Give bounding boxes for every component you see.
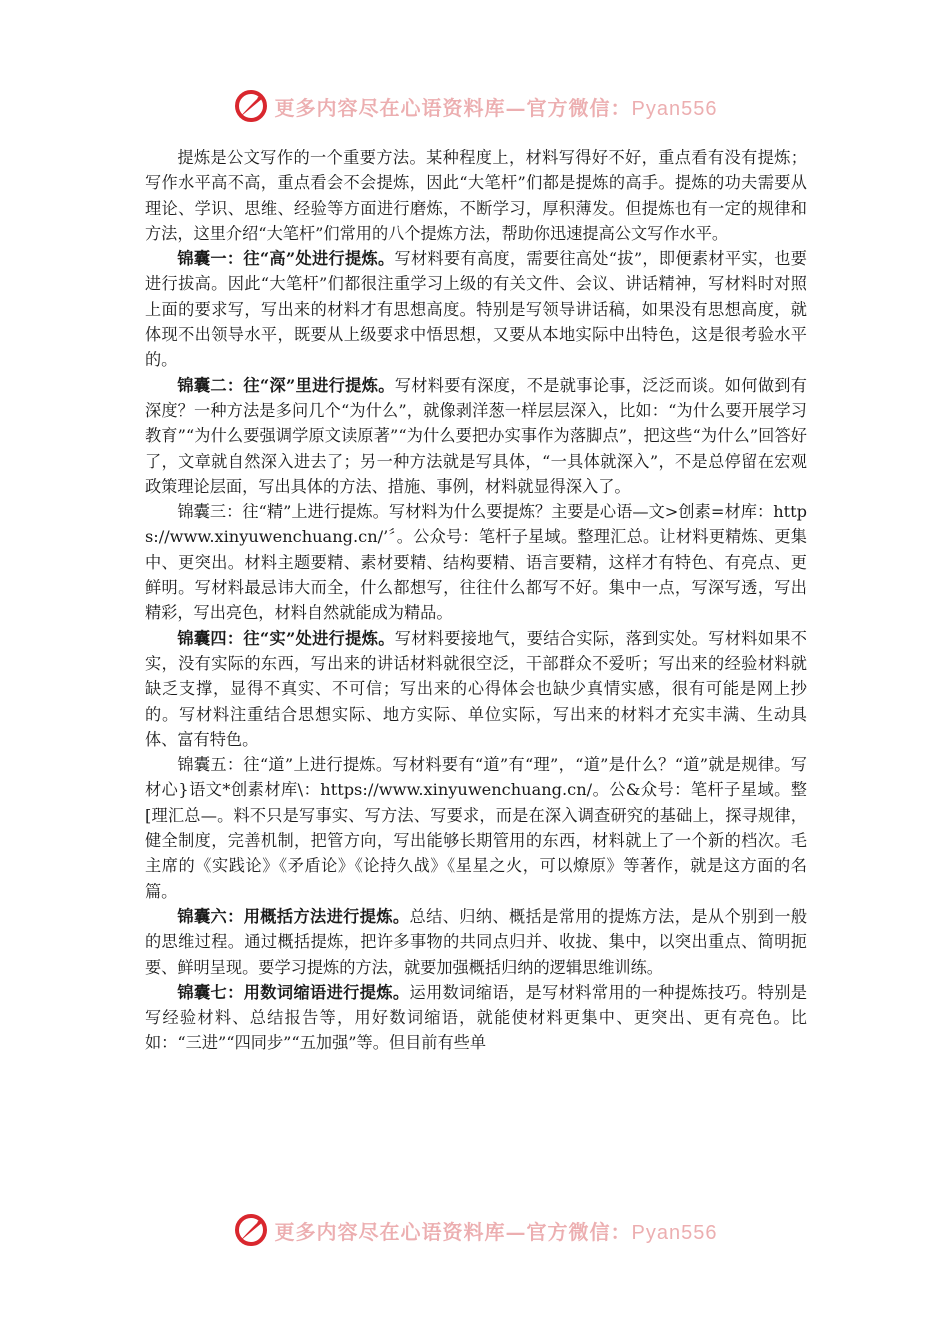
quill-logo-icon [233, 1212, 269, 1248]
banner-text [275, 1216, 718, 1245]
paragraph-tip-7: 锦囊七：用数词缩语进行提炼。运用数词缩语，是写材料常用的一种提炼技巧。特别是写经验材料、总结报告等，用好数词缩语，就能使材料更集中、更突出、更有亮色。比如：“三进”“四同步”“五加强”等。但目前有些单 [145, 982, 808, 1053]
paragraph-intro: 提炼是公文写作的一个重要方法。某种程度上，材料写得好不好，重点看有没有提炼；写作水平高不高，重点看会不会提炼，因此“大笔杆”们都是提炼的高手。提炼的功夫需要从理论、学识、思维、经验等方面进行磨炼，不断学习，厚积薄发。但提炼也有一定的规律和方法，这里介绍“大笔杆”们常用的八个提炼方法，帮助你迅速提高公文写作水平。 [145, 148, 807, 243]
tip-heading: 锦囊一：往“高”处进行提炼。 [177, 249, 395, 269]
header-banner [0, 84, 950, 128]
tip-heading: 锦囊四：往“实”处进行提炼。 [177, 628, 395, 648]
paragraph-tip-1: 锦囊一：往“高”处进行提炼。写材料要有高度，需要往高处“拔”，即便素材平实，也要进行拔高。因此“大笔杆”们都很注重学习上级的有关文件、会议、讲话精神，写材料时对照上面的要求写，写出来的材料才有思想高度。特别是写领导讲话稿，如果没有思想高度，就体现不出领导水平，既要从上级要求中悟思想，又要从本地实际中出特色，这是很考验水平的。 [145, 249, 807, 370]
banner-wechat-id: Pyan556 [631, 97, 718, 120]
paragraph-tip-6: 锦囊六：用概括方法进行提炼。总结、归纳、概括是常用的提炼方法，是从个别到一般的思维过程。通过概括提炼，把许多事物的共同点归并、收拢、集中，以突出重点、简明扼要、鲜明呈现。要学习提炼的方法，就要加强概括归纳的逻辑思维训练。 [145, 906, 808, 977]
quill-logo-icon [233, 88, 269, 124]
tip-heading: 锦囊六：用概括方法进行提炼。 [177, 906, 410, 926]
document-body [145, 145, 807, 1056]
tip-heading: 锦囊七：用数词缩语进行提炼。 [177, 982, 410, 1002]
footer-banner [0, 1208, 950, 1252]
paragraph-tip-3: 锦囊三：往“精”上进行提炼。写材料为什么要提炼？主要是心语—文>创素=材库：https://www.xinyuwenchuang.cn/’〞。公众号：笔杆子星域。整理汇总。让材料更精炼、更集中、更突出。材料主题要精、素材要精、结构要精、语言要精，这样才有特色、有亮点、更鲜明。写材料最忌讳大而全，什么都想写，往往什么都写不好。集中一点，写深写透，写出精彩，写出亮色，材料自然就能成为精品。 [145, 502, 807, 623]
banner-text [275, 92, 718, 121]
banner-slogan: 更多内容尽在心语资料库—官方微信： [274, 95, 632, 120]
paragraph-tip-5: 锦囊五：往“道”上进行提炼。写材料要有“道”有“理”，“道”是什么？“道”就是规律。写材心}语文*创素材库\：https://www.xinyuwenchuang.cn/。公&众号：笔杆子星域。整[理汇总—。料不只是写事实、写方法、写要求，而是在深入调查研究的基础上，探寻规律，健全制度，完善机制，把管方向，写出能够长期管用的东西，材料就上了一个新的档次。毛主席的《实践论》《矛盾论》《论持久战》《星星之火，可以燎原》等著作，就是这方面的名篇。 [145, 755, 807, 901]
paragraph-tip-4: 锦囊四：往“实”处进行提炼。写材料要接地气，要结合实际，落到实处。写材料如果不实，没有实际的东西，写出来的讲话材料就很空泛，干部群众不爱听；写出来的经验材料就缺乏支撑，显得不真实、不可信；写出来的心得体会也缺少真情实感，很有可能是网上抄的。写材料注重结合思想实际、地方实际、单位实际，写出来的材料才充实丰满、生动具体、富有特色。 [145, 628, 807, 749]
banner-slogan: 更多内容尽在心语资料库—官方微信： [274, 1219, 632, 1244]
tip-heading: 锦囊二：往“深”里进行提炼。 [177, 375, 395, 395]
paragraph-tip-2: 锦囊二：往“深”里进行提炼。写材料要有深度，不是就事论事，泛泛而谈。如何做到有深度？一种方法是多问几个“为什么”，就像剥洋葱一样层层深入，比如：“为什么要开展学习教育”“为什么要强调学原文读原著”“为什么要把办实事作为落脚点”，把这些“为什么”回答好了，文章就自然深入进去了；另一种方法就是写具体，“一具体就深入”，不是总停留在宏观政策理论层面，写出具体的方法、措施、事例，材料就显得深入了。 [145, 375, 807, 496]
banner-wechat-id: Pyan556 [631, 1221, 718, 1244]
